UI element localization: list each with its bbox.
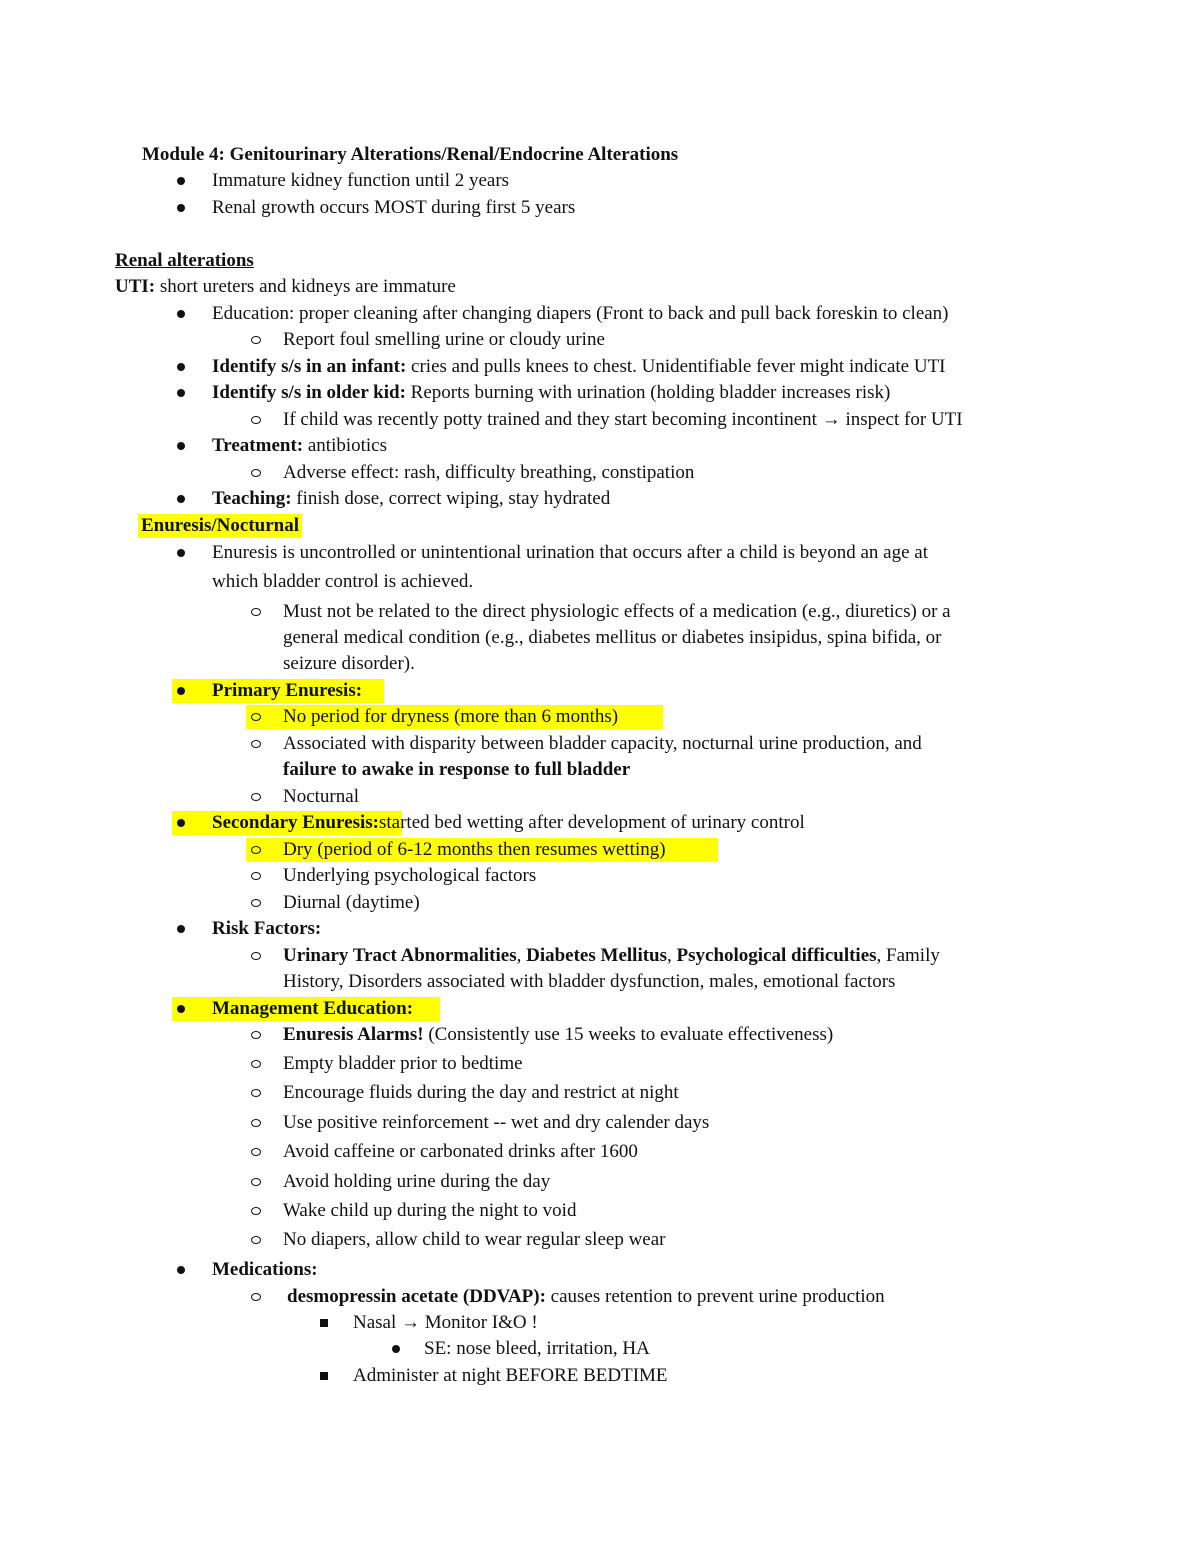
definition-sub-line3: seizure disorder). <box>283 653 415 674</box>
treatment-text: antibiotics <box>303 435 388 456</box>
uti-label: UTI: <box>115 276 156 297</box>
circle-bullet-icon <box>249 1199 263 1223</box>
risk-psychological: Psychological difficulties <box>676 945 877 966</box>
bullet-icon <box>174 302 188 326</box>
primary-enuresis-label: Primary Enuresis: <box>212 680 363 701</box>
enuresis-definition-line1: Enuresis is uncontrolled or unintentional urination that occurs after a child is beyond an age at <box>212 542 928 563</box>
circle-bullet-icon <box>249 1081 263 1105</box>
management-item: Wake child up during the night to void <box>283 1200 577 1221</box>
ddavp-text: causes retention to prevent urine production <box>545 1286 885 1307</box>
renal-heading: Renal alterations <box>115 250 254 271</box>
management-item: Use positive reinforcement -- wet and dry calender days <box>283 1112 710 1133</box>
primary-item: Nocturnal <box>283 786 359 807</box>
circle-bullet-icon <box>249 944 263 968</box>
circle-bullet-icon <box>249 1052 263 1076</box>
older-label: Identify s/s in older kid: <box>212 382 406 403</box>
uti-line <box>115 275 456 299</box>
alarms-text: (Consistently use 15 weeks to evaluate effectiveness) <box>423 1024 834 1045</box>
management-item: Empty bladder prior to bedtime <box>283 1053 523 1074</box>
risk-separator: , <box>667 945 677 966</box>
bullet-icon <box>174 1258 188 1282</box>
circle-bullet-icon <box>249 408 263 432</box>
circle-bullet-icon <box>249 600 263 624</box>
medications-label: Medications: <box>212 1259 318 1280</box>
circle-bullet-icon <box>249 1228 263 1252</box>
bullet-icon <box>174 169 188 193</box>
risk-family: , Family <box>876 945 940 966</box>
education-item: Education: proper cleaning after changing diapers (Front to back and pull back foreskin to clean) <box>212 303 949 324</box>
secondary-item: Diurnal (daytime) <box>283 892 420 913</box>
teaching-text: finish dose, correct wiping, stay hydrated <box>291 488 611 509</box>
treatment-item <box>212 434 387 458</box>
education-sub-item: Report foul smelling urine or cloudy urine <box>283 329 605 350</box>
enuresis-definition-line2: which bladder control is achieved. <box>212 571 474 592</box>
risk-urinary: Urinary Tract Abnormalities <box>283 945 517 966</box>
risk-factors-label: Risk Factors: <box>212 918 322 939</box>
circle-bullet-icon <box>249 1285 263 1309</box>
ddavp-label: desmopressin acetate (DDVAP): <box>287 1286 546 1307</box>
infant-text: cries and pulls knees to chest. Unidentifiable fever might indicate UTI <box>406 356 946 377</box>
bullet-icon <box>174 434 188 458</box>
circle-bullet-icon <box>249 461 263 485</box>
bullet-icon <box>174 917 188 941</box>
secondary-enuresis-text: started bed wetting after development of urinary control <box>378 812 805 833</box>
infant-label: Identify s/s in an infant: <box>212 356 407 377</box>
definition-sub-line1: Must not be related to the direct physiologic effects of a medication (e.g., diuretics) or a <box>283 601 951 622</box>
circle-bullet-icon <box>249 732 263 756</box>
circle-bullet-icon <box>249 1140 263 1164</box>
secondary-item: Underlying psychological factors <box>283 865 537 886</box>
bullet-icon <box>174 811 188 835</box>
nasal-item: Nasal → Monitor I&O ! <box>353 1312 538 1333</box>
circle-bullet-icon <box>249 1023 263 1047</box>
treatment-sub-item: Adverse effect: rash, difficulty breathing, constipation <box>283 462 695 483</box>
bullet-icon <box>174 196 188 220</box>
secondary-enuresis-item <box>212 811 805 835</box>
intro-item: Renal growth occurs MOST during first 5 years <box>212 197 576 218</box>
older-text: Reports burning with urination (holding bladder increases risk) <box>405 382 891 403</box>
secondary-item: Dry (period of 6-12 months then resumes wetting) <box>283 839 666 860</box>
management-item: Avoid caffeine or carbonated drinks after 1600 <box>283 1141 638 1162</box>
risk-factors-line1 <box>283 944 940 968</box>
teaching-label: Teaching: <box>212 488 292 509</box>
administer-item: Administer at night BEFORE BEDTIME <box>353 1365 668 1386</box>
bullet-icon <box>174 997 188 1021</box>
bullet-icon <box>174 381 188 405</box>
circle-bullet-icon <box>249 838 263 862</box>
bullet-icon <box>389 1337 403 1361</box>
circle-bullet-icon <box>249 705 263 729</box>
circle-bullet-icon <box>249 328 263 352</box>
square-bullet-icon <box>317 1364 331 1388</box>
definition-sub-line2: general medical condition (e.g., diabetes mellitus or diabetes insipidus, spina bifida, or <box>283 627 942 648</box>
risk-diabetes: Diabetes Mellitus <box>526 945 668 966</box>
ddavp-item <box>287 1285 885 1309</box>
circle-bullet-icon <box>249 864 263 888</box>
bullet-icon <box>174 679 188 703</box>
intro-item: Immature kidney function until 2 years <box>212 170 510 191</box>
side-effects-item: SE: nose bleed, irritation, HA <box>424 1338 650 1359</box>
bullet-icon <box>174 487 188 511</box>
management-item: Encourage fluids during the day and restrict at night <box>283 1082 679 1103</box>
alarms-item <box>283 1023 833 1047</box>
older-item <box>212 381 890 405</box>
circle-bullet-icon <box>249 1170 263 1194</box>
management-item: Avoid holding urine during the day <box>283 1171 551 1192</box>
risk-separator: , <box>516 945 527 966</box>
bullet-icon <box>174 541 188 565</box>
management-label: Management Education: <box>212 998 414 1019</box>
primary-item: No period for dryness (more than 6 months) <box>283 706 619 727</box>
alarms-label: Enuresis Alarms! <box>283 1024 424 1045</box>
treatment-label: Treatment: <box>212 435 304 456</box>
bullet-icon <box>174 355 188 379</box>
teaching-item <box>212 487 610 511</box>
risk-factors-line2: History, Disorders associated with bladder dysfunction, males, emotional factors <box>283 971 896 992</box>
infant-item <box>212 355 946 379</box>
management-item: No diapers, allow child to wear regular sleep wear <box>283 1229 666 1250</box>
module-title: Module 4: Genitourinary Alterations/Renal/Endocrine Alterations <box>142 144 679 165</box>
square-bullet-icon <box>317 1311 331 1335</box>
uti-text: short ureters and kidneys are immature <box>155 276 456 297</box>
secondary-enuresis-label: Secondary Enuresis: <box>212 812 379 833</box>
circle-bullet-icon <box>249 785 263 809</box>
primary-item-line2: failure to awake in response to full bladder <box>283 759 631 780</box>
primary-item-line1: Associated with disparity between bladder capacity, nocturnal urine production, and <box>283 733 922 754</box>
circle-bullet-icon <box>249 1111 263 1135</box>
enuresis-heading: Enuresis/Nocturnal <box>138 514 302 538</box>
circle-bullet-icon <box>249 891 263 915</box>
older-sub-item: If child was recently potty trained and they start becoming incontinent → inspect for UTI <box>283 409 963 430</box>
